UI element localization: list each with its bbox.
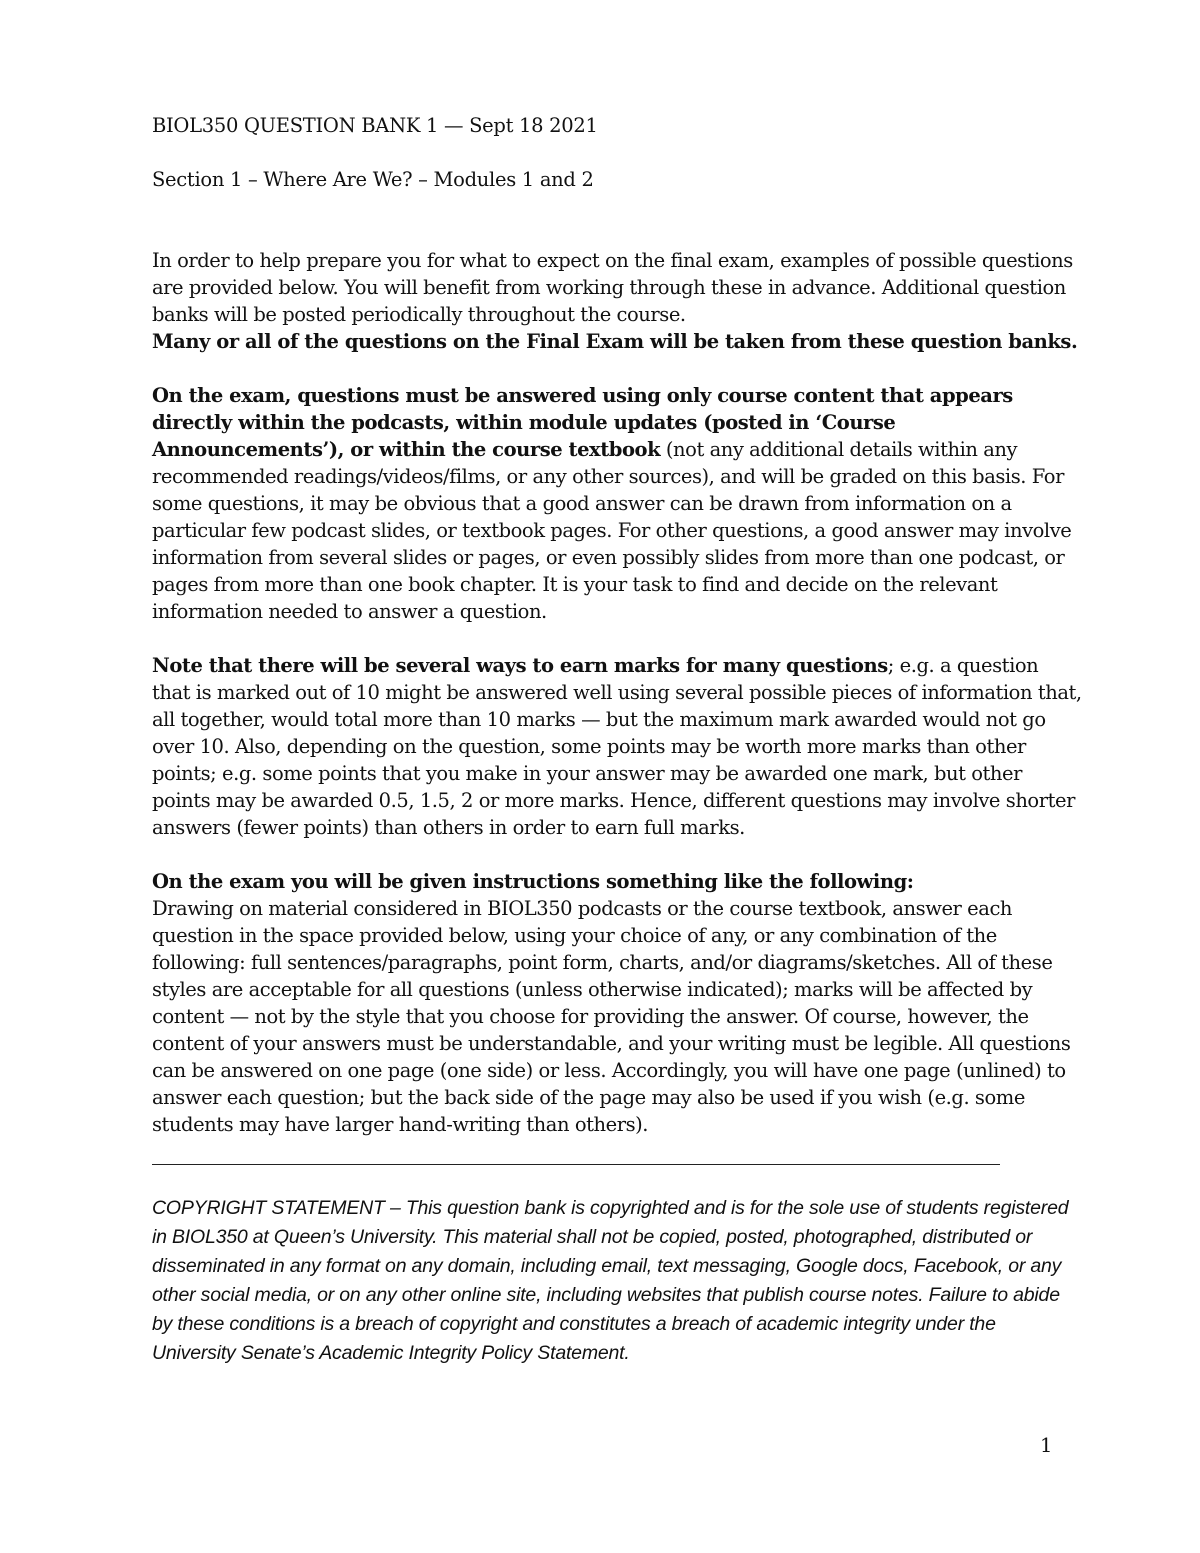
copyright-statement: COPYRIGHT STATEMENT – This question bank is copyrighted and is for the sole use of students registered in BIOL350 at Queen’s University. This material shall not be copied, posted, photographed, distributed or disseminated in any format on any domain, including email, text messaging, Google docs, Facebook, or any other social media, or on any other online site, including websites that publish course notes. Failure to abide by these conditions is a breach of copyright and constitutes a breach of academic integrity under the University Senate’s Academic Integrity Policy Statement. xyxy=(152,1197,1069,1364)
instructions-body: Drawing on material considered in BIOL350 podcasts or the course textbook, answer each question in the space provided below, using your choice of any, or any combination of the following: full sentences/paragraphs, point form, charts, and/or diagrams/sketches. All of these styles are acceptable for all questions (unless otherwise indicated); marks will be affected by content — not by the style that you choose for providing the answer. Of course, however, the content of your answers must be understandable, and your writing must be legible. All questions can be answered on one page (one side) or less. Accordingly, you will have one page (unlined) to answer each question; but the back side of the page may also be used if you wish (e.g. some students may have larger hand-writing than others). xyxy=(152,897,1071,1136)
horizontal-divider xyxy=(152,1164,1000,1165)
intro-bold-statement: Many or all of the questions on the Final Exam will be taken from these question banks. xyxy=(152,330,1078,353)
exam-content-bold: On the exam, questions must be answered using only course content that appears directly within the podcasts, within module updates (posted in ‘Course Announcements’), or within the course textbook xyxy=(152,384,1013,461)
page-number: 1 xyxy=(1040,1434,1053,1457)
section-heading: Section 1 – Where Are We? – Modules 1 and 2 xyxy=(152,168,594,191)
exam-content-text: (not any additional details within any recommended readings/videos/films, or any other sources), and will be graded on this basis. For some questions, it may be obvious that a good answer can be drawn from information on a particular few podcast slides, or textbook pages. For other questions, a good answer may involve information from several slides or pages, or even possibly slides from more than one podcast, or pages from more than one book chapter. It is your task to find and decide on the relevant information needed to answer a question. xyxy=(152,438,1072,623)
exam-content-paragraph xyxy=(152,382,1082,625)
marks-note-bold: Note that there will be several ways to earn marks for many questions xyxy=(152,654,888,677)
marks-note-text: ; e.g. a question that is marked out of 10 might be answered well using several possible pieces of information that, all together, would total more than 10 marks — but the maximum mark awarded would not go over 10. Also, depending on the question, some points may be worth more marks than other points; e.g. some points that you make in your answer may be awarded one mark, but other points may be awarded 0.5, 1.5, 2 or more marks. Hence, different questions may involve shorter answers (fewer points) than others in order to earn full marks. xyxy=(152,654,1082,839)
document-body xyxy=(152,112,1082,1138)
document-title: BIOL350 QUESTION BANK 1 — Sept 18 2021 xyxy=(152,114,598,137)
instructions-heading: On the exam you will be given instructions something like the following: xyxy=(152,870,914,893)
instructions-paragraph xyxy=(152,868,1082,1138)
marks-note-paragraph xyxy=(152,652,1082,841)
intro-paragraph xyxy=(152,247,1082,355)
intro-text: In order to help prepare you for what to expect on the final exam, examples of possible questions are provided below. You will benefit from working through these in advance. Additional question banks will be posted periodically throughout the course. xyxy=(152,249,1073,326)
